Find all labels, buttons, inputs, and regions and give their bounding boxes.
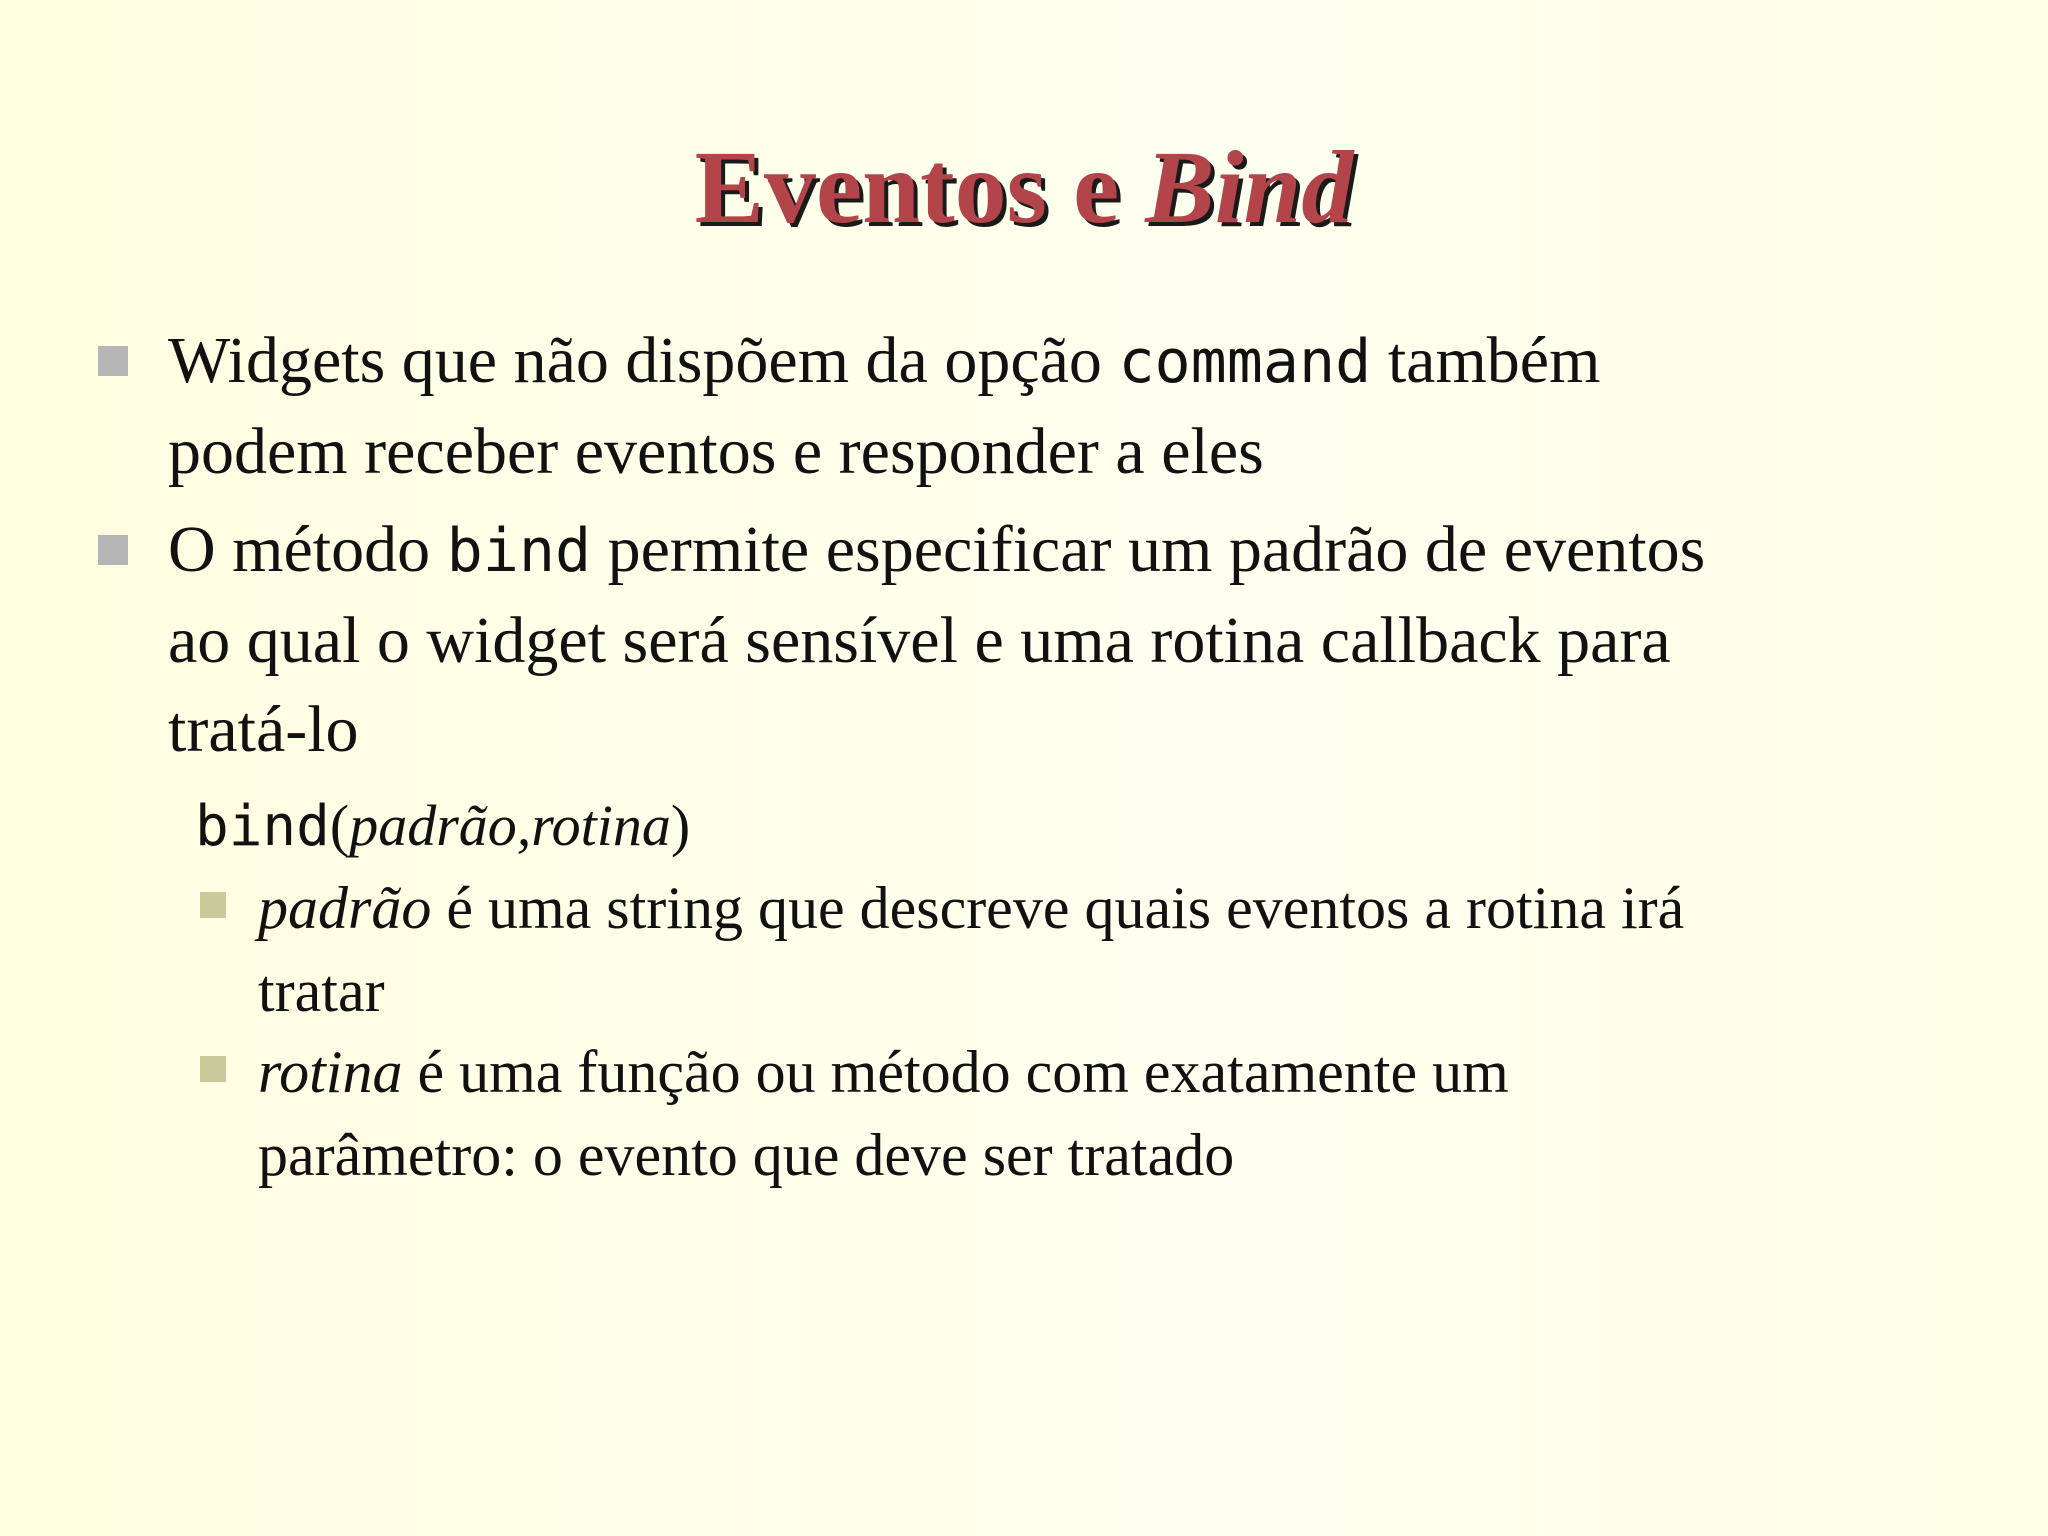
sub-bullet-square-icon [200,1056,226,1082]
bullet-line: podem receber eventos e responder a eles [168,415,1264,488]
signature-arg: padrão [349,793,517,858]
code-keyword: bind [446,516,592,586]
bullet-line [168,316,1600,407]
code-keyword: bind [195,794,330,859]
bullet-text-part: também [1371,324,1601,397]
term: rotina [258,1039,403,1105]
bullet-line: tratá-lo [168,693,359,766]
bullet-text-part: O método [168,513,447,586]
method-signature [195,784,690,868]
sub-bullet-line: parâmetro: o evento que deve ser tratado [258,1122,1235,1188]
title-italic-text: Bind [1145,130,1354,245]
term: padrão [258,875,432,941]
signature-paren: ( [329,793,350,858]
bullet-text [168,316,1600,496]
slide-title [0,128,2048,248]
bullet-line: ao qual o widget será sensível e uma rotina callback para [168,604,1671,677]
sub-bullet-square-icon [200,892,226,918]
signature-paren: ) [670,793,691,858]
bullet-line [168,505,1705,596]
signature-comma: , [516,793,532,858]
code-keyword: command [1118,327,1372,397]
bullet-square-icon [98,346,128,376]
sub-bullet-line [258,867,1684,950]
sub-bullet-text [258,867,1684,1033]
bullet-text-part: permite especificar um padrão de eventos [591,513,1706,586]
sub-bullet-text [258,1031,1509,1197]
bullet-text [168,505,1705,774]
bullet-text-part: Widgets que não dispõem da opção [168,324,1119,397]
title-text: Eventos e [694,130,1146,245]
bullet-square-icon [98,535,128,565]
sub-bullet-text-part: é uma função ou método com exatamente um [402,1039,1509,1105]
sub-bullet-text-part: é uma string que descreve quais eventos a rotina irá [431,875,1685,941]
sub-bullet-line: tratar [258,958,385,1024]
signature-arg: rotina [531,793,671,858]
sub-bullet-line [258,1031,1509,1114]
